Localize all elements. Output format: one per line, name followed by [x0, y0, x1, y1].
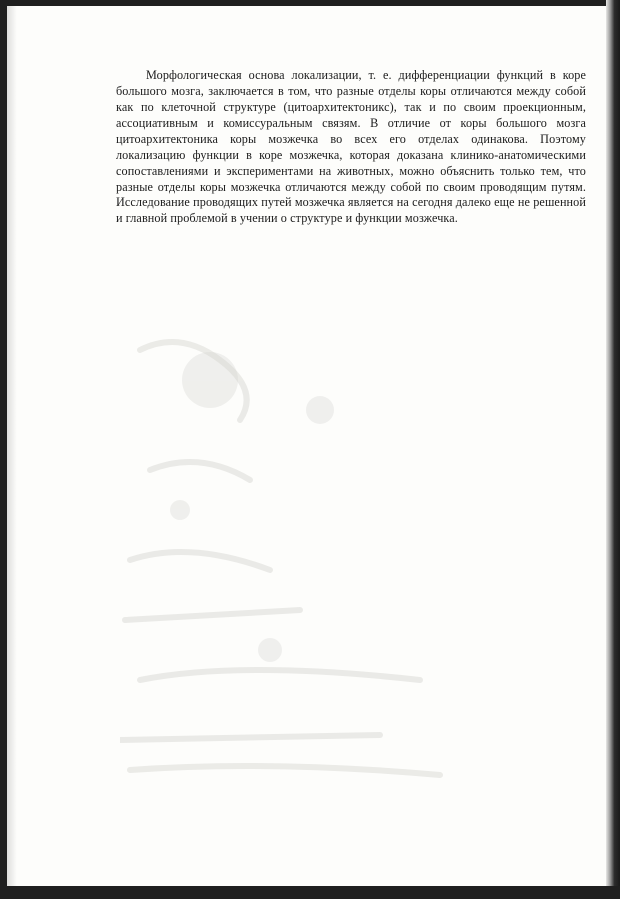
bleed-blot: [306, 396, 334, 424]
show-through-marks: [120, 320, 540, 840]
bleed-stroke: [150, 462, 250, 480]
body-paragraph: Морфологическая основа локализации, т. е. дифференциации функций в коре большого мозга, заключается в том, что разные отделы коры отличаются между собой как по клеточной структуре (цитоархитектоникс), так и по своим проекционным, ассоциативным и комиссуральным связям. В отличие от коры большого мозга цитоархитектоника коры мозжечка во всех его отделах одинакова. Поэтому локализацию функции в коре мозжечка, которая доказана клинико-анатомическими сопоставлениями и экспериментами на животных, можно объяснить только тем, что разные отделы коры мозжечка отличаются между собой по своим проводящим путям. Исследование проводящих путей мозжечка является на сегодня далеко еще не решенной и главной проблемой в учении о структуре и функции мозжечка.: [116, 68, 586, 226]
bleed-stroke: [140, 670, 420, 680]
scan-border-left: [0, 0, 7, 899]
bleed-blot: [170, 500, 190, 520]
scan-border-bottom: [0, 886, 620, 899]
scan-border-right: [606, 0, 620, 899]
bleed-stroke: [130, 766, 440, 775]
bleed-blot: [258, 638, 282, 662]
bleed-stroke: [125, 610, 300, 620]
gutter-shadow: [7, 6, 17, 886]
bleed-stroke: [120, 735, 380, 740]
bleed-through-svg: [120, 320, 540, 840]
scan-border-top: [0, 0, 620, 6]
bleed-stroke: [130, 552, 270, 570]
bleed-blot: [182, 352, 238, 408]
